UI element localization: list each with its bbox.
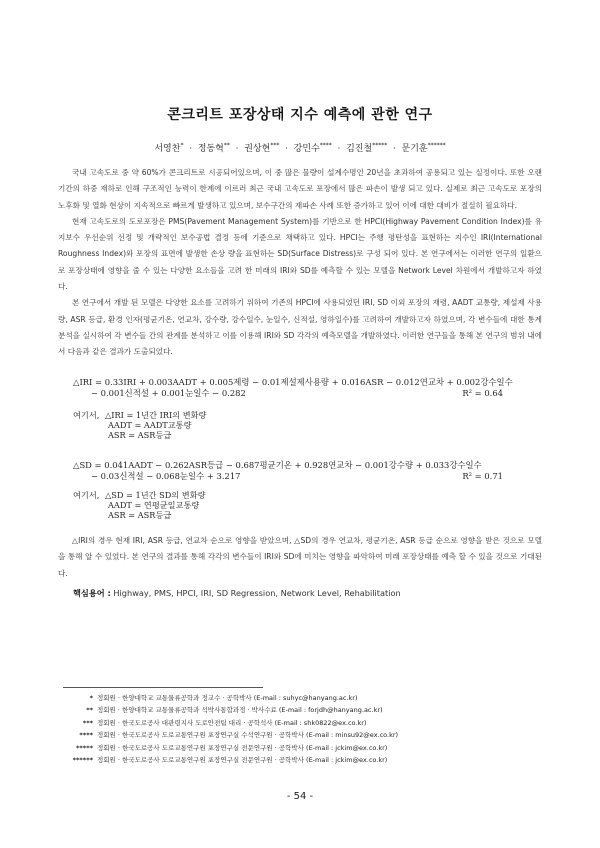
where-label: 여기서, [73, 490, 100, 500]
author: 김진철 [346, 144, 373, 154]
footnote-divider [63, 687, 263, 688]
where-label: 여기서, [73, 410, 100, 420]
author-mark: *** [270, 142, 280, 149]
footnote-text: 정회원 · 한국도로공사 대관령지사 도로안전팀 대리 · 공학석사 (E-mail : shk0822@ex.co.kr) [97, 718, 367, 727]
definition: ASR = ASR등급 [108, 430, 172, 440]
footnote-mark: ****** [72, 756, 93, 765]
footnote-text: 정회원 · 한양대학교 교통물류공학과 정교수 · 공학박사 (E-mail : suhyc@hanyang.ac.kr) [97, 694, 358, 702]
equation-line: △IRI = 0.33IRI + 0.003AADT + 0.005제령 − 0.01제설제사용량 + 0.016ASR − 0.012연교차 + 0.002강수일수 [73, 377, 513, 387]
r-squared: R² = 0.71 [462, 471, 503, 481]
author: 권상현 [244, 144, 271, 154]
footnote-mark: **** [79, 731, 93, 740]
footnote [60, 704, 530, 716]
author-separator: · [285, 144, 288, 154]
author-line [0, 141, 600, 154]
footnote-mark: ** [86, 706, 93, 715]
keywords [73, 588, 401, 599]
r-squared: R² = 0.64 [462, 388, 503, 398]
definition: △IRI = 1년간 IRI의 변화량 [104, 410, 207, 420]
footnotes [60, 692, 530, 766]
abstract-paragraph: 현재 고속도로의 도로포장은 PMS(Pavement Management System)를 기반으로 한 HPCI(Highway Pavement Condition Index)를 유지보수 우선순위 선정 및 개략적인 보수공법 결정 등에 기준으로 채택하고 있다. HPCI는 주행 평탄성을 표현하는 지수인 IRI(International Roughness Index)와 포장의 표면에 발생한 손상 량을 표현하는 SD(Surface Distress)로 구성 되어 있다. 본 연구에서는 이러한 연구의 일환으로 포장상태에 영향을 줄 수 있는 다양한 요소들을 고려 한 미래의 IRI와 SD를 예측할 수 있는 모델을 Network Level 차원에서 개발하고자 하였다. [58, 216, 542, 292]
footnote [60, 742, 530, 754]
definition: △SD = 1년간 SD의 변화량 [104, 490, 206, 500]
definition: AADT = AADT교통량 [108, 420, 192, 430]
footnote-text: 정회원 · 한국도로공사 도로교통연구원 포장연구실 수석연구원 · 공학박사 (E-mail : minsu92@ex.co.kr) [97, 731, 399, 740]
equation-line: − 0.001신적설 + 0.001눈일수 − 0.282 [91, 388, 246, 398]
footnote [60, 692, 530, 704]
author-mark: ** [223, 142, 230, 149]
keywords-label: 핵심용어 : [73, 588, 111, 598]
paper-title: 콘크리트 포장상태 지수 예측에 관한 연구 [167, 107, 433, 123]
author-separator: · [337, 144, 341, 154]
author: 정동혁 [197, 144, 224, 154]
author: 문기훈 [401, 144, 428, 154]
abstract-paragraph: 국내 고속도로 중 약 60%가 콘크리트로 시공되어있으며, 이 중 많은 물량이 설계수명인 20년을 초과하여 공용되고 있는 실정이다. 또한 오랜 기간의 하중 재하로 인해 구조적인 능력이 한계에 이르러 최근 국내 고속도로 포장에서 많은 파손이 발생 되고 있다. 실제로 최근 고속도로 포장의 노후화 및 열화 현상이 지속적으로 빠르게 발생하고 있으며, 보수구간의 재파손 사례 또한 증가하고 있어 이에 대한 대비가 절실히 필요하다. [58, 168, 542, 210]
footnote [60, 717, 530, 729]
footnote [60, 754, 530, 766]
author: 강민수 [293, 144, 320, 154]
conclusion-paragraph: △IRI의 경우 현재 IRI, ASR 등급, 연교차 순으로 영향을 받았으며, △SD의 경우 연교차, 평균기온, ASR 등급 순으로 영향을 받은 것으로 모델을 통해 알 수 있었다. 본 연구의 결과를 통해 각각의 변수들이 IRI와 SD에 미치는 영향을 파악하여 미래 포장상태를 예측 할 수 있을 것으로 기대된다. [58, 536, 542, 578]
definition: ASR = ASR등급 [108, 510, 172, 520]
conclusion-body [58, 533, 542, 582]
author-mark: ***** [372, 142, 388, 149]
equation-line: − 0.03신적설 − 0.068눈일수 + 3.217 [91, 471, 241, 481]
author-separator: · [235, 144, 239, 154]
footnote-text: 정회원 · 한국도로공사 도로교통연구원 포장연구실 전문연구원 · 공학박사 (E-mail : jckim@ex.co.kr) [97, 756, 388, 765]
author-separator: · [392, 144, 396, 154]
abstract-body [58, 165, 542, 361]
equation-line: △SD = 0.041AADT − 0.262ASR등급 − 0.687평균기온 + 0.928연교차 − 0.001강수량 + 0.033강수일수 [73, 460, 482, 470]
definitions-iri [73, 410, 373, 440]
author-mark: * [180, 142, 184, 149]
footnote-text: 정회원 · 한국도로공사 도로교통연구원 포장연구실 전문연구원 · 공학박사 (E-mail : jckim@ex.co.kr) [97, 743, 388, 752]
definition: AADT = 연평균일교통량 [108, 500, 200, 510]
abstract-paragraph: 본 연구에서 개발 된 모델은 다양한 요소를 고려하기 위하여 기존의 HPCI에 사용되었던 IRI, SD 이외 포장의 재령, AADT 교통량, 제설제 사용량, ASR 등급, 환경 인자(평균기온, 연교차, 강수량, 강수일수, 눈일수, 신적설, 영하일수)를 고려하여 개발하고자 하였으며, 각 변수들에 대한 통계분석을 실시하여 각 변수들 간의 관계를 분석하고 이를 이용해 IRI와 SD 각각의 예측모델을 개발하였다. 이러한 연구들을 통해 본 연구의 범위 내에서 다음과 같은 결과가 도출되었다. [58, 298, 542, 357]
author-mark: **** [319, 142, 332, 149]
footnote-mark: * [89, 694, 93, 702]
author-separator: · [189, 144, 193, 154]
footnote [60, 729, 530, 741]
keywords-text: Highway, PMS, HPCI, IRI, SD Regression, Network Level, Rehabilitation [113, 588, 401, 598]
definitions-sd [73, 490, 373, 520]
author: 서영찬 [154, 144, 181, 154]
equation-iri [73, 377, 543, 399]
footnote-mark: *** [82, 718, 93, 727]
footnote-mark: ***** [76, 743, 93, 752]
equation-sd [73, 460, 543, 482]
author-mark: ****** [427, 142, 446, 149]
footnote-text: 정회원 · 한양대학교 교통물류공학과 석박사통합과정 · 박사수료 (E-mail : forjdh@hanyang.ac.kr) [97, 706, 383, 715]
page-number: - 54 - [286, 791, 314, 802]
